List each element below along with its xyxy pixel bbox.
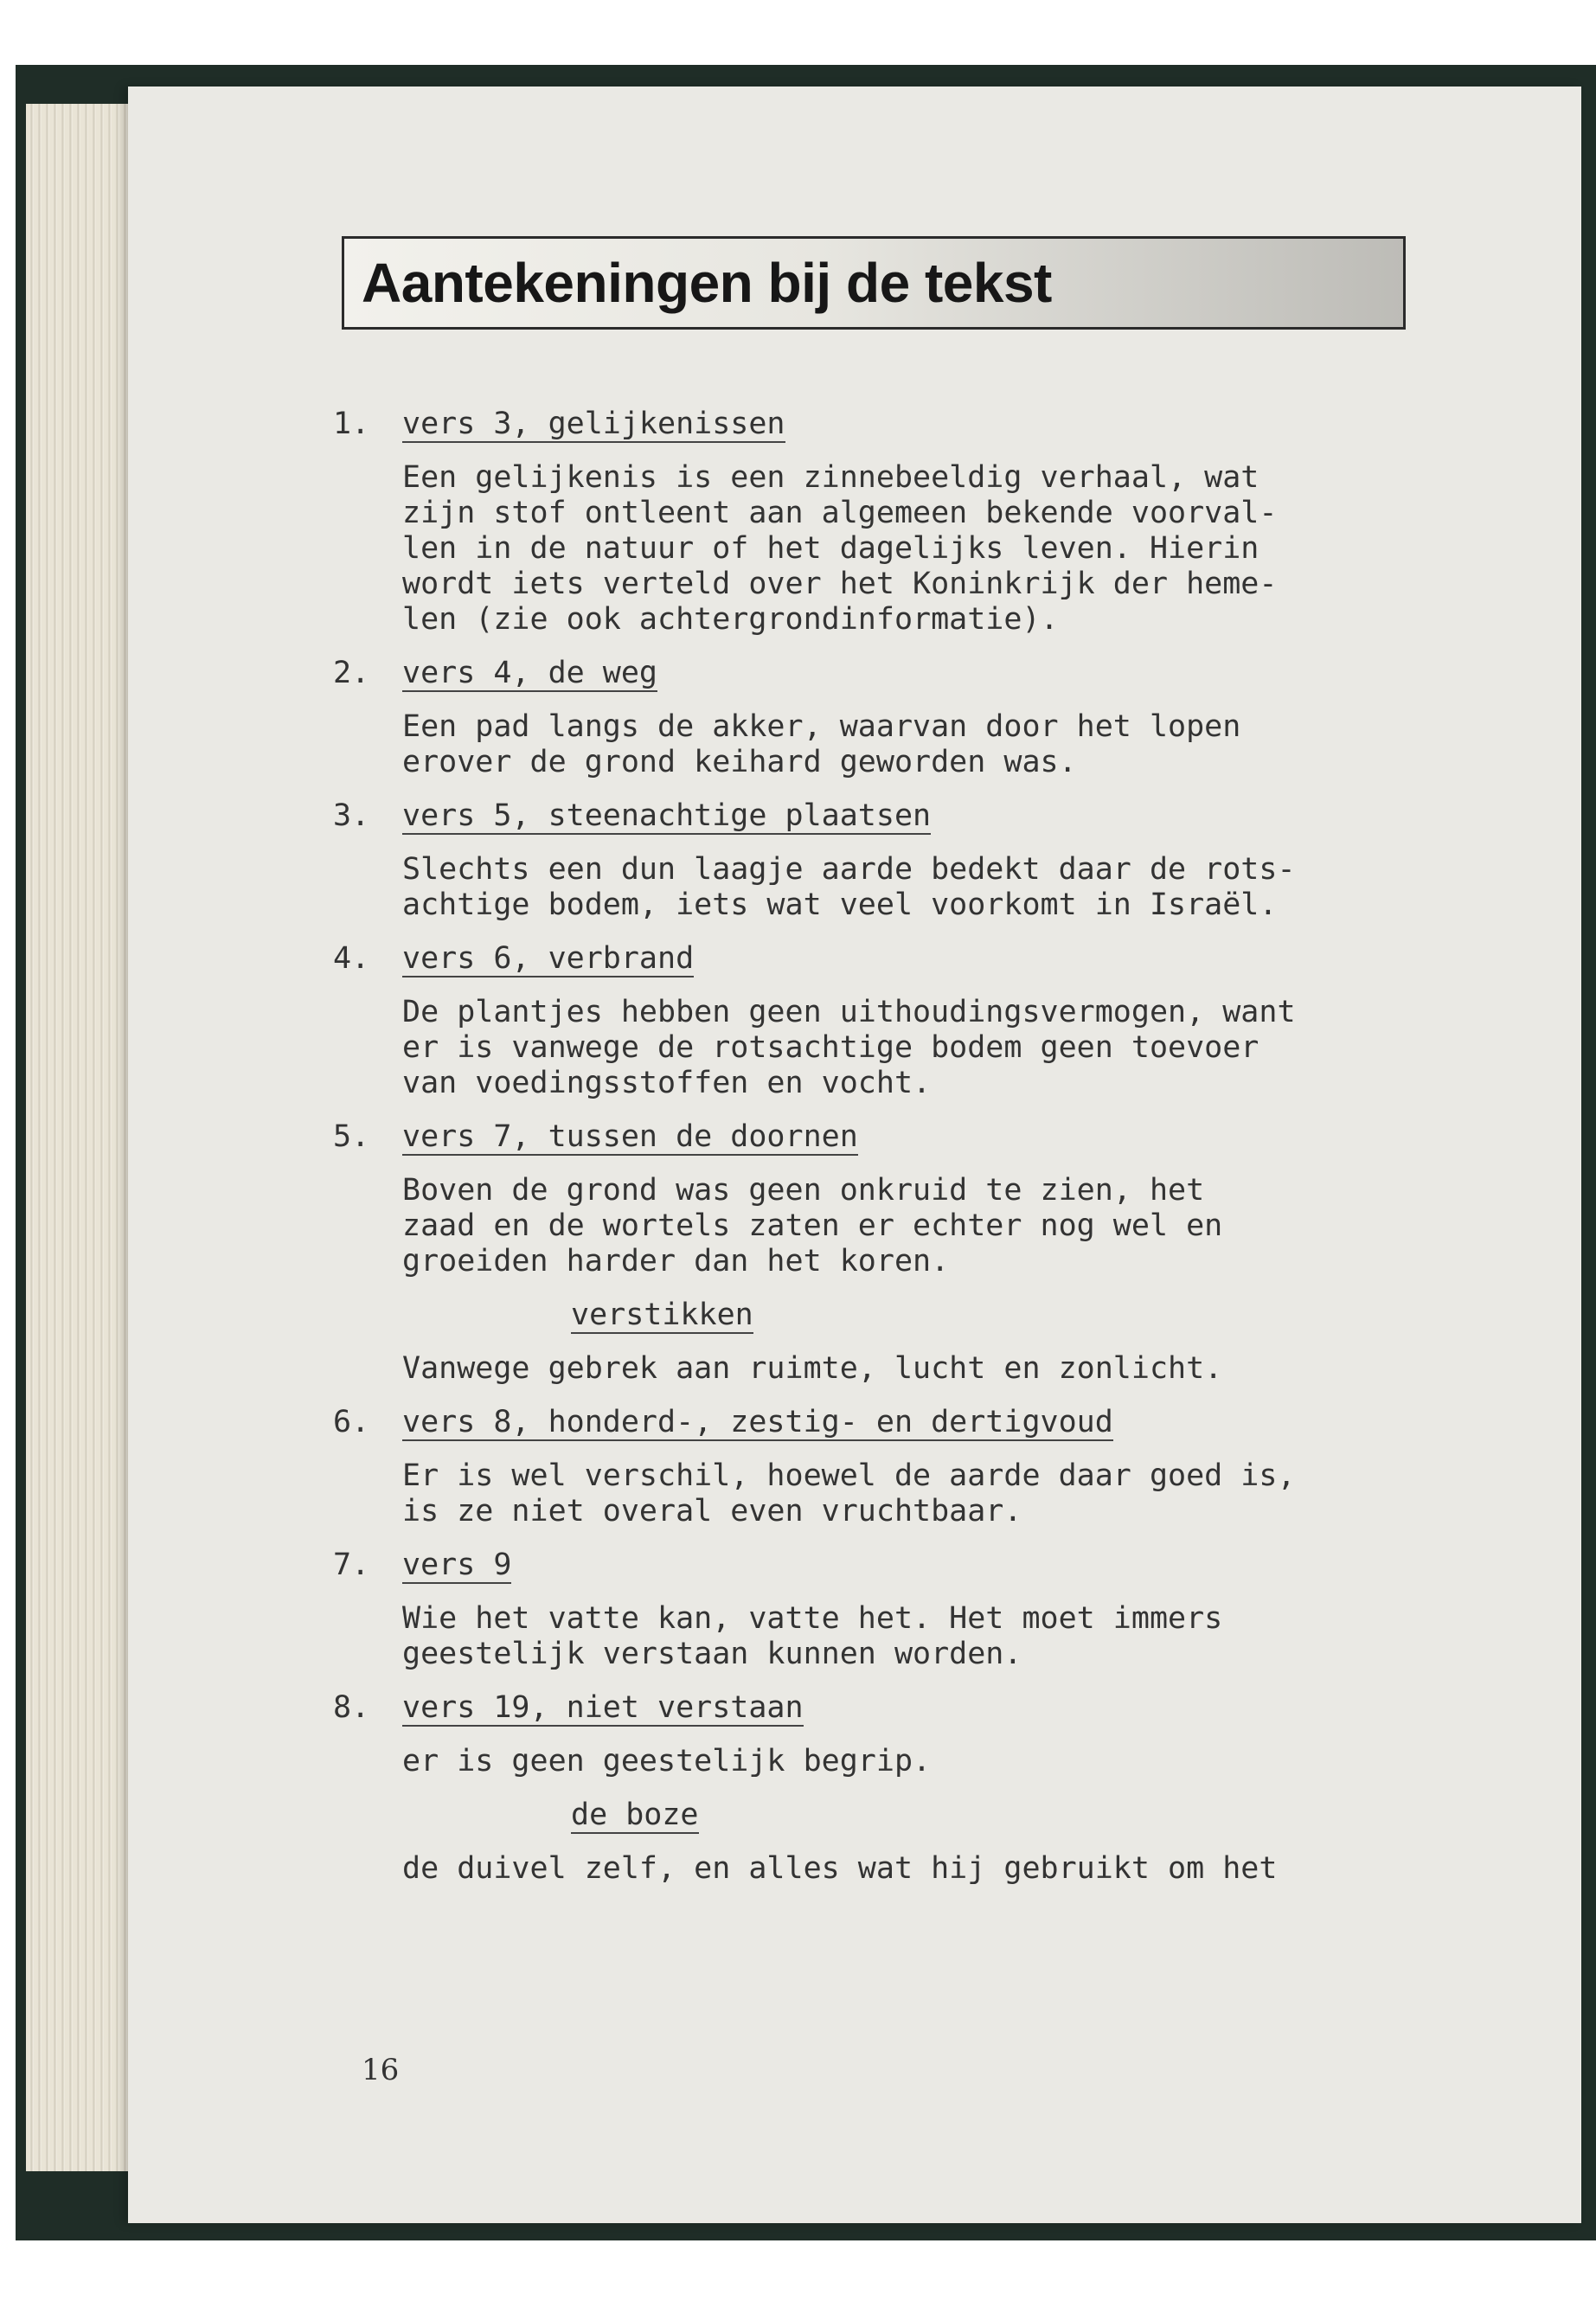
text-line: len (zie ook achtergrondinformatie).: [402, 602, 1059, 637]
text-line: Vanwege gebrek aan ruimte, lucht en zonlicht.: [402, 1351, 1223, 1386]
text-line: Wie het vatte kan, vatte het. Het moet immers: [402, 1601, 1223, 1636]
note-text: [402, 460, 1449, 638]
text-line: Slechts een dun laagje aarde bedekt daar de rots-: [402, 852, 1296, 887]
text-line: Een pad langs de akker, waarvan door het lopen: [402, 709, 1241, 744]
note-heading: vers 3, gelijkenissen: [402, 407, 785, 441]
text-line: achtige bodem, iets wat veel voorkomt in Israël.: [402, 888, 1278, 922]
note-heading: vers 5, steenachtige plaatsen: [402, 798, 932, 833]
text-line: erover de grond keihard geworden was.: [402, 745, 1077, 779]
note-number: 4.: [333, 941, 370, 976]
text-line: wordt iets verteld over het Koninkrijk der heme-: [402, 567, 1278, 601]
text-line: len in de natuur of het dagelijks leven. Hierin: [402, 531, 1259, 566]
note-item: [333, 1119, 1449, 1387]
text-line: Een gelijkenis is een zinnebeeldig verhaal, wat: [402, 460, 1259, 495]
note-item: [333, 941, 1449, 1101]
note-item: [333, 1548, 1449, 1672]
text-line: groeiden harder dan het koren.: [402, 1244, 950, 1279]
text-line: Boven de grond was geen onkruid te zien, het: [402, 1173, 1205, 1208]
note-item: [333, 1690, 1449, 1887]
note-heading: vers 9: [402, 1548, 512, 1582]
page-number: 16: [362, 2053, 400, 2087]
note-text: [402, 1601, 1449, 1672]
note-text: [402, 852, 1449, 923]
note-text: [402, 1173, 1449, 1279]
note-number: 2.: [333, 656, 370, 690]
note-number: 7.: [333, 1548, 370, 1582]
note-number: 8.: [333, 1690, 370, 1725]
note-number: 6.: [333, 1405, 370, 1439]
note-heading: vers 19, niet verstaan: [402, 1690, 804, 1725]
note-heading: vers 8, honderd-, zestig- en dertigvoud: [402, 1405, 1113, 1439]
note-text: [402, 995, 1449, 1101]
note-text: [402, 709, 1449, 780]
note-item: [333, 798, 1449, 923]
text-line: er is vanwege de rotsachtige bodem geen toevoer: [402, 1030, 1259, 1065]
text-line: Er is wel verschil, hoewel de aarde daar goed is,: [402, 1458, 1296, 1493]
text-line: geestelijk verstaan kunnen worden.: [402, 1637, 1022, 1671]
note-item: [333, 407, 1449, 638]
note-subheading: de boze: [571, 1798, 699, 1832]
note-heading: vers 6, verbrand: [402, 941, 695, 976]
note-number: 3.: [333, 798, 370, 833]
text-line: de duivel zelf, en alles wat hij gebruikt om het: [402, 1851, 1278, 1886]
note-subheading: verstikken: [571, 1298, 753, 1332]
note-text: [402, 1744, 1449, 1779]
text-line: De plantjes hebben geen uithoudingsvermogen, want: [402, 995, 1296, 1029]
note-heading: vers 7, tussen de doornen: [402, 1119, 858, 1154]
text-line: van voedingsstoffen en vocht.: [402, 1066, 932, 1100]
note-subtext: [402, 1851, 1449, 1887]
note-subtext: [402, 1351, 1449, 1387]
text-line: er is geen geestelijk begrip.: [402, 1744, 932, 1779]
note-number: 1.: [333, 407, 370, 441]
section-header: [342, 236, 1406, 330]
note-item: [333, 656, 1449, 780]
note-heading: vers 4, de weg: [402, 656, 658, 690]
notes-list: [333, 407, 1449, 1905]
text-line: zijn stof ontleent aan algemeen bekende voorval-: [402, 496, 1278, 530]
note-number: 5.: [333, 1119, 370, 1154]
text-line: is ze niet overal even vruchtbaar.: [402, 1494, 1022, 1529]
page-title: Aantekeningen bij de tekst: [362, 252, 1052, 314]
note-text: [402, 1458, 1449, 1529]
note-item: [333, 1405, 1449, 1529]
text-line: zaad en de wortels zaten er echter nog wel en: [402, 1208, 1223, 1243]
